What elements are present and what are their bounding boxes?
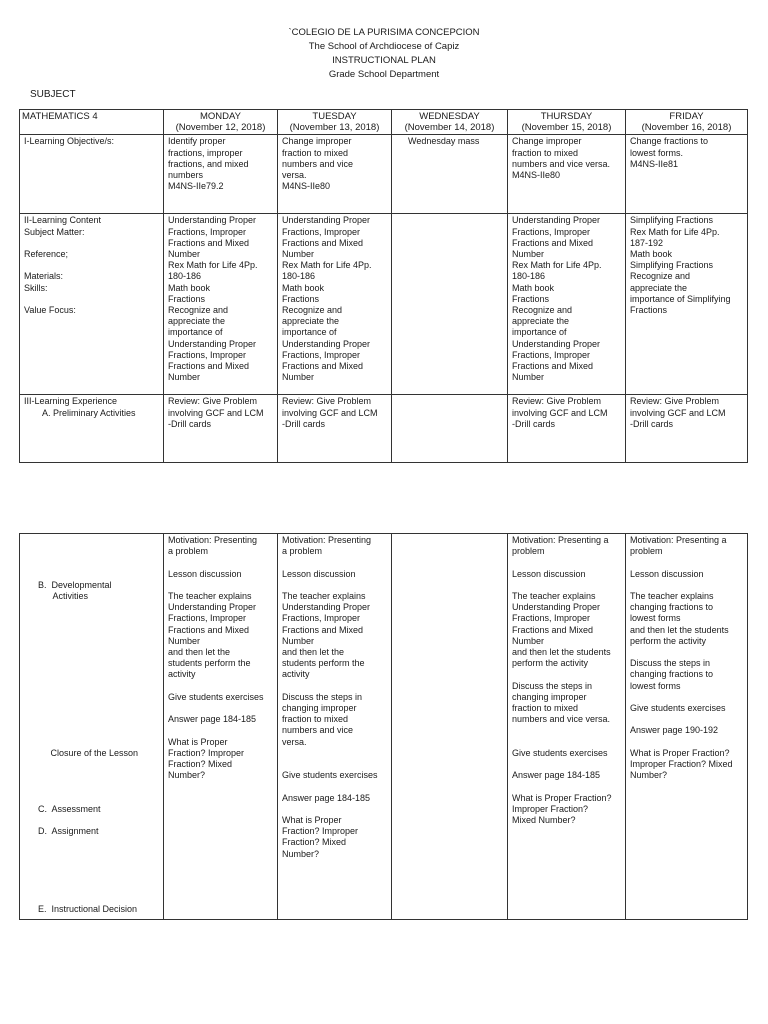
cell-line [38,625,159,636]
cell-line [38,714,159,725]
cell-line: Understanding Proper [282,215,371,226]
cell-line: C. Assessment [38,803,101,814]
cell-line: Answer page 184-185 [282,792,371,803]
day-header-wednesday: WEDNESDAY (November 14, 2018) [392,110,508,135]
cell-line: Math book [168,282,211,293]
cell-line: students perform the [168,658,251,669]
table-cell [626,534,748,920]
cell-line: Motivation: Presenting a [512,535,609,545]
cell-line: Understanding Proper [282,602,371,613]
cell-line: Number [282,249,315,260]
table-cell [278,135,392,214]
cell-line [38,602,159,613]
row-label [20,214,164,395]
cell-line: Lesson discussion [282,568,356,579]
table-cell [626,395,748,463]
cell-line: fractions, improper [168,147,243,158]
cell-line: involving GCF and LCM [512,407,608,418]
cell-line: Number [282,635,315,646]
cell-line: Answer page 184-185 [512,770,601,781]
cell-line: Lesson discussion [168,568,242,579]
cell-line [512,737,621,748]
archdiocese-line: The School of Archdiocese of Capiz [308,41,460,52]
cell-line: Recognize and [168,305,229,316]
cell-line: Fractions and Mixed [512,237,594,248]
table-cell [164,214,278,395]
cell-line [38,647,159,658]
cell-line: Understanding Proper [512,215,601,226]
cell-line: Recognize and [282,305,343,316]
cell-line: Fractions, Improper [168,226,247,237]
cell-line: fraction to mixed [512,703,579,713]
cell-line [38,770,159,781]
cell-line: and then let the students [630,624,729,635]
cell-line: Fractions and Mixed [282,624,364,635]
cell-line: II-Learning Content [24,215,102,226]
cell-line: Give students exercises [282,770,378,781]
cell-line: Fractions and Mixed [282,361,364,372]
day-header-thursday: THURSDAY (November 15, 2018) [508,110,626,135]
cell-line: -Drill cards [512,418,556,429]
cell-line: Number? [168,770,206,781]
cell-line: changing fractions to [630,669,714,680]
cell-line: numbers [168,170,204,181]
cell-line [38,613,159,624]
cell-line: fraction to mixed [282,147,349,158]
cell-line: Fractions [282,293,320,304]
cell-line: Motivation: Presenting a [630,535,727,545]
table-cell [164,395,278,463]
cell-line: Review: Give Problem [630,396,720,407]
cell-line [38,658,159,669]
cell-line: Fractions and Mixed [168,624,250,635]
table-cell [508,534,626,920]
cell-line: Discuss the steps in [512,680,593,691]
cell-line [630,714,743,725]
cell-line: Rex Math for Life 4Pp. [512,260,602,271]
cell-line [282,580,387,591]
cell-line: Fractions [512,293,550,304]
cell-line: M4NS-IIe81 [630,158,679,169]
cell-line: Rex Math for Life 4Pp. [630,226,720,237]
row-label [20,534,164,920]
cell-line: Activities [38,590,89,601]
cell-line: Review: Give Problem [512,396,602,407]
cell-line: fraction to mixed [282,714,349,725]
cell-line: Motivation: Presenting [282,535,372,545]
cell-line: lowest forms. [630,147,684,158]
cell-line: Number [512,249,545,260]
cell-line: fraction to mixed [512,147,579,158]
cell-line [282,781,387,792]
cell-line: and then let the [282,647,345,657]
cell-line [24,238,159,249]
document-header [0,26,768,82]
cell-line: -Drill cards [282,418,326,429]
table-cell [392,135,508,214]
plan-title: INSTRUCTIONAL PLAN [332,55,436,66]
cell-line: changing improper [282,703,357,713]
cell-line: Number? [630,770,668,781]
cell-line: importance of [168,327,223,338]
cell-line: Fractions and Mixed [282,237,364,248]
cell-line: Understanding Proper [168,215,257,226]
cell-line: The teacher explains [282,590,366,601]
cell-line: Fractions [630,305,668,316]
table-cell [392,395,508,463]
cell-line: Reference; [24,249,69,259]
cell-line [38,837,159,848]
cell-line: What is Proper [168,736,228,747]
cell-line [38,636,159,647]
table-cell [278,534,392,920]
cell-line: Give students exercises [512,747,608,758]
table-cell [626,135,748,214]
cell-line: Answer page 190-192 [630,725,719,736]
content-row [20,214,748,395]
cell-line [38,815,159,826]
cell-line: Math book [512,282,555,293]
cell-line: Number? [282,848,320,859]
cell-line: Mixed Number? [512,814,576,825]
cell-line [168,703,273,714]
cell-line [282,748,387,759]
cell-line: 180-186 [512,271,546,282]
cell-line [38,871,159,882]
cell-line: Subject Matter: [24,226,85,237]
cell-line: Fractions, Improper [512,349,591,360]
cell-line: Fractions, Improper [168,613,247,624]
cell-line: Simplifying Fractions [630,215,714,226]
cell-line: fractions, and mixed [168,158,249,169]
cell-line: versa. [282,170,307,181]
cell-line: Materials: [24,271,64,282]
cell-line: -Drill cards [168,418,212,429]
cell-line: Fraction? Improper [168,747,245,758]
cell-line [38,557,159,568]
cell-line [512,557,621,568]
cell-line [38,703,159,714]
cell-line [630,557,743,568]
cell-line: Understanding Proper [168,338,257,349]
cell-line: perform the activity [512,658,589,669]
cell-line: Number [168,372,201,383]
cell-line: Number [282,372,315,383]
cell-line: Improper Fraction? Mixed [630,758,733,769]
cell-line: Understanding Proper [512,338,601,349]
cell-line: Review: Give Problem [168,396,258,407]
cell-line: Discuss the steps in [630,658,711,669]
cell-line: appreciate the [282,316,340,327]
cell-line [282,557,387,568]
cell-line: The teacher explains [630,590,714,601]
cell-line [38,882,159,893]
table-cell [164,135,278,214]
cell-line [512,781,621,792]
cell-line: What is Proper Fraction? [512,792,612,803]
cell-line: Fractions, Improper [282,349,361,360]
cell-line: Give students exercises [168,691,264,702]
cell-line: Math book [630,249,673,260]
cell-line: a problem [282,546,323,557]
cell-line: Wednesday mass [408,136,480,147]
day-header-friday: FRIDAY (November 16, 2018) [626,110,748,135]
table-cell [626,214,748,395]
activities-row [20,534,748,920]
cell-line [38,680,159,691]
cell-line: Fractions and Mixed [168,361,250,372]
cell-line [38,848,159,859]
table-cell [392,214,508,395]
cell-line: Improper Fraction? [512,803,589,814]
cell-line: a problem [168,546,209,557]
cell-line [38,546,159,557]
cell-line: numbers and vice versa. [512,158,611,169]
cell-line: Change improper [512,136,582,147]
cell-line: Fractions, Improper [512,226,591,237]
cell-line: Fractions and Mixed [168,237,250,248]
cell-line: Fractions, Improper [512,613,591,624]
cell-line [24,294,159,305]
table-cell [508,214,626,395]
row-label: I-Learning Objective/s: [20,135,164,214]
cell-line: Number [512,372,545,383]
cell-line: Lesson discussion [512,568,586,579]
objectives-row [20,135,748,214]
cell-line: problem [630,546,663,557]
cell-line: Fractions and Mixed [512,624,594,635]
cell-line: B. Developmental [38,579,112,590]
cell-line [630,692,743,703]
cell-line: Identify proper [168,136,226,147]
table-cell [278,214,392,395]
cell-line: and then let the [168,647,231,657]
cell-line: numbers and vice [282,158,354,169]
row-label [20,395,164,463]
table-cell [508,135,626,214]
cell-line: numbers and vice [282,725,354,736]
plan-table-1 [19,109,748,463]
cell-line [168,681,273,692]
cell-line: appreciate the [630,282,688,293]
cell-line: Fractions, Improper [282,613,361,624]
cell-line: 187-192 [630,237,664,248]
cell-line [38,736,159,747]
cell-line: activity [168,669,196,680]
cell-line: appreciate the [168,316,226,327]
cell-line [168,725,273,736]
cell-line: 180-186 [282,271,316,282]
cell-line: involving GCF and LCM [282,407,378,418]
cell-line: involving GCF and LCM [630,407,726,418]
plan-table-2 [19,533,748,920]
cell-line: Change improper [282,136,352,147]
cell-line: Fractions and Mixed [512,361,594,372]
cell-line: Skills: [24,282,48,293]
experience-row [20,395,748,463]
cell-line: Rex Math for Life 4Pp. [282,260,372,271]
table-cell [508,395,626,463]
cell-line: What is Proper [282,814,342,825]
cell-line [38,569,159,580]
cell-line: Number [168,635,201,646]
cell-line: appreciate the [512,316,570,327]
table-cell [164,534,278,920]
cell-line: The teacher explains [512,590,596,601]
cell-line [38,781,159,792]
cell-line: What is Proper Fraction? [630,747,730,758]
cell-line: involving GCF and LCM [168,407,264,418]
cell-line: Motivation: Presenting [168,535,258,545]
cell-line: changing fractions to [630,602,714,613]
cell-line: Understanding Proper [282,338,371,349]
cell-line: Understanding Proper [168,602,257,613]
cell-line [512,669,621,680]
school-name: `COLEGIO DE LA PURISIMA CONCEPCION [288,27,480,38]
cell-line: Understanding Proper [512,602,601,613]
row-label-sub: A. Preliminary Activities [42,407,136,418]
day-header-tuesday: TUESDAY (November 13, 2018) [278,110,392,135]
cell-line: Simplifying Fractions [630,260,714,271]
cell-line [38,860,159,871]
table-cell [392,534,508,920]
row-label-main: III-Learning Experience [24,396,118,407]
subject-label: SUBJECT [30,89,76,100]
cell-line: Math book [282,282,325,293]
cell-line: Fraction? Mixed [168,758,233,769]
cell-line: The teacher explains [168,590,252,601]
table-header-row [20,110,748,135]
cell-line [512,725,621,736]
cell-line: M4NS-IIe79.2 [168,181,224,192]
cell-line: Answer page 184-185 [168,714,257,725]
cell-line: E. Instructional Decision [38,904,138,915]
cell-line [630,580,743,591]
cell-line: importance of [512,327,567,338]
cell-line: Rex Math for Life 4Pp. [168,260,258,271]
cell-line: Fractions, Improper [282,226,361,237]
cell-line: lowest forms [630,680,681,691]
cell-line: importance of Simplifying [630,293,731,304]
cell-line [630,647,743,658]
cell-line: numbers and vice versa. [512,714,611,725]
cell-line [168,580,273,591]
cell-line: Number [512,635,545,646]
cell-line [38,893,159,904]
cell-line [24,260,159,271]
cell-line: Fractions, Improper [168,349,247,360]
cell-line [38,792,159,803]
cell-line: Recognize and [512,305,573,316]
department-line: Grade School Department [328,69,440,80]
cell-line [630,737,743,748]
cell-line: Change fractions to [630,136,709,147]
cell-line [38,669,159,680]
subject-cell: MATHEMATICS 4 [20,110,164,135]
cell-line: problem [512,546,545,557]
cell-line [512,759,621,770]
cell-line: Fraction? Mixed [282,837,347,848]
cell-line: Lesson discussion [630,568,704,579]
cell-line: Fractions [168,293,206,304]
cell-line: -Drill cards [630,418,674,429]
cell-line [38,692,159,703]
cell-line: changing improper [512,691,587,702]
cell-line: versa. [282,736,307,747]
cell-line: D. Assignment [38,825,99,836]
cell-line [282,759,387,770]
cell-line: M4NS-IIe80 [282,181,331,192]
cell-line: Fraction? Improper [282,826,359,837]
cell-line [38,725,159,736]
cell-line [282,681,387,692]
cell-line: Recognize and [630,271,691,282]
cell-line: lowest forms [630,613,681,624]
cell-line: Review: Give Problem [282,396,372,407]
cell-line: importance of [282,327,337,338]
cell-line: students perform the [282,658,365,669]
cell-line: Value Focus: [24,304,76,315]
cell-line: perform the activity [630,635,707,646]
day-header-monday: MONDAY (November 12, 2018) [164,110,278,135]
cell-line: M4NS-IIe80 [512,170,561,181]
cell-line: Give students exercises [630,702,726,713]
cell-line [512,580,621,591]
cell-line: activity [282,669,310,680]
cell-line: Closure of the Lesson [38,747,139,758]
table-cell [278,395,392,463]
cell-line: Discuss the steps in [282,691,363,702]
cell-line [282,804,387,815]
cell-line: Number [168,249,201,260]
cell-line [38,535,159,546]
cell-line [38,759,159,770]
cell-line: 180-186 [168,271,202,282]
cell-line [168,557,273,568]
cell-line: and then let the students [512,647,611,657]
